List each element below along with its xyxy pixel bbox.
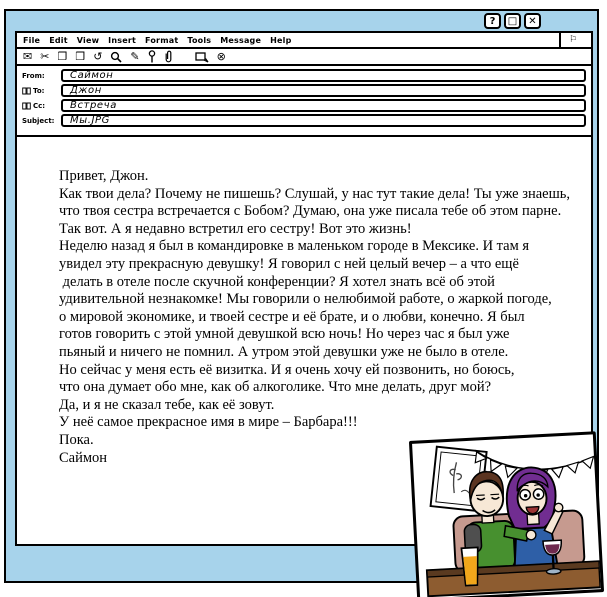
body-line: удивительной незнакомке! Мы говорили о нелюбимой работе, о жаркой погоде, (59, 291, 552, 308)
cancel-icon[interactable]: ⊗ (216, 50, 226, 63)
from-row (22, 69, 586, 82)
body-line: Пока. (59, 431, 94, 448)
menu-help[interactable]: Help (270, 35, 292, 45)
menu-view[interactable]: View (76, 35, 100, 45)
body-line: о мировой экономике, и твоей сестре и её брате, и о любви, конечно. Я был (59, 308, 525, 325)
message-body[interactable] (17, 137, 591, 467)
body-line: готов говорить с этой умной девушкой всю ночь! Но через час я был уже (59, 326, 510, 343)
close-button[interactable]: ✕ (524, 13, 541, 29)
body-line: Привет, Джон. (59, 168, 149, 184)
body-line: увидел эту прекрасную девушку! Я говорил с ней целый вечер – а что ещё (59, 255, 519, 272)
menu-edit[interactable]: Edit (49, 35, 68, 45)
find-icon[interactable] (110, 51, 122, 63)
undo-icon[interactable]: ↺ (93, 50, 103, 63)
maximize-button[interactable]: □ (504, 13, 521, 29)
cc-input[interactable]: Встреча (61, 99, 586, 112)
body-line: Неделю назад я был в командировке в маленьком городе в Мексике. И там я (59, 238, 530, 255)
subject-input[interactable]: Мы.JPG (61, 114, 586, 127)
body-line: что она думает обо мне, как об алкоголике. Что мне делать, друг мой? (59, 379, 492, 396)
bar-cartoon (412, 434, 601, 597)
from-label: From: (22, 71, 45, 80)
to-label: To: (33, 86, 45, 95)
send-message-icon[interactable] (195, 51, 209, 63)
new-mail-icon[interactable]: ✉ (23, 50, 33, 63)
toolbar (17, 49, 591, 66)
body-line: Но сейчас у меня есть её визитка. И я очень хочу ей позвонить, но боюсь, (59, 361, 515, 378)
body-line: Так вот. А я недавно встретил его сестру! Вот это жизнь! (59, 220, 412, 237)
body-line: У неё самое прекрасное имя в мире – Барбара!!! (59, 414, 358, 431)
copy-icon[interactable]: ❐ (57, 50, 68, 63)
help-button[interactable]: ? (484, 13, 501, 29)
menu-format[interactable]: Format (145, 35, 179, 45)
pin-icon[interactable] (148, 50, 156, 63)
cc-label: Cc: (33, 101, 46, 110)
paste-icon[interactable]: ❒ (75, 50, 86, 63)
cc-row (22, 99, 586, 112)
body-line: что твоя сестра встречается с Бобом? Думаю, она уже писала тебе об этом парне. (59, 203, 562, 220)
address-book-icon[interactable] (22, 87, 31, 95)
cut-icon[interactable]: ✂ (40, 50, 50, 63)
header-fields (17, 66, 591, 129)
menu-insert[interactable]: Insert (108, 35, 137, 45)
menu-message[interactable]: Message (220, 35, 262, 45)
attach-icon[interactable] (164, 50, 173, 63)
quill-flag-icon: ⚐ (559, 33, 585, 47)
menu-file[interactable]: File (23, 35, 41, 45)
body-line: Как твои дела? Почему не пишешь? Слушай, у нас тут такие дела! Ты уже знаешь, (59, 185, 570, 202)
address-book-icon[interactable] (22, 102, 31, 110)
subject-label: Subject: (22, 116, 55, 125)
menu-bar (17, 33, 591, 49)
body-line: делать в отеле после скучной конференции? Я хотел знать всё об этой (59, 273, 495, 290)
bar-counter (427, 561, 600, 596)
to-input[interactable]: Джон (61, 84, 586, 97)
window-controls (484, 13, 541, 29)
subject-row (22, 114, 586, 127)
to-row (22, 84, 586, 97)
from-input[interactable]: Саймон (61, 69, 586, 82)
sign-icon[interactable]: ✎ (130, 50, 140, 63)
body-line: Саймон (59, 449, 108, 466)
desktop-background (4, 9, 599, 583)
body-line: Да, и я не сказал тебе, как её зовут. (59, 396, 275, 413)
menu-tools[interactable]: Tools (187, 35, 212, 45)
attached-photo (409, 431, 604, 597)
body-line: пьяный и ничего не помнил. А утром этой девушки уже не было в отеле. (59, 343, 509, 360)
